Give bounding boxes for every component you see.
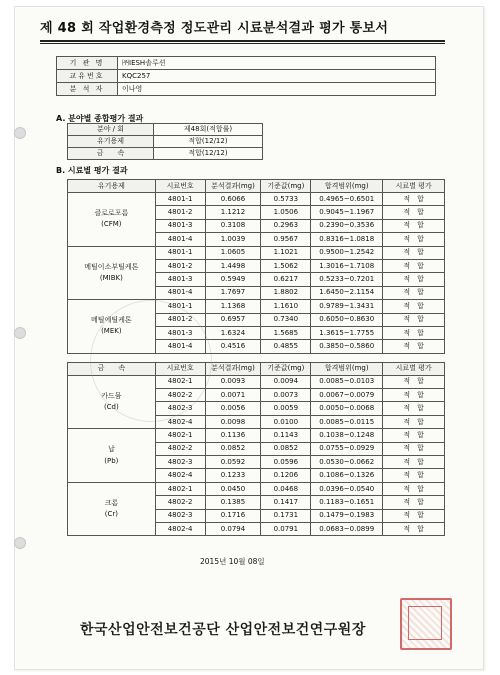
column-header: 합격범위(mg) — [311, 180, 383, 193]
analysis-result: 0.1385 — [205, 496, 261, 509]
sample-evaluation: 적 합 — [383, 193, 445, 206]
table-row — [68, 193, 445, 206]
substance-cell — [68, 429, 156, 483]
substance-name: 클로로포름 — [94, 209, 129, 218]
substance-abbr: (Cd) — [103, 402, 119, 411]
acceptance-range: 0.0683~0.0899 — [311, 522, 383, 535]
summary-row — [68, 148, 263, 160]
analysis-result: 0.6957 — [205, 313, 261, 326]
sample-number: 4801-2 — [155, 259, 205, 272]
acceptance-range: 0.0530~0.0662 — [311, 456, 383, 469]
sample-number: 4802-4 — [155, 469, 205, 482]
reference-value: 1.0506 — [261, 206, 311, 219]
substance-name: 크롬 — [104, 498, 119, 507]
substance-name: 메틸에틸케톤 — [91, 316, 132, 325]
reference-value: 0.1731 — [261, 509, 311, 522]
info-label: 기 관 명 — [57, 57, 118, 70]
substance-abbr: (CFM) — [101, 220, 122, 229]
column-header: 유기용제 — [68, 180, 156, 193]
info-value: 이나영 — [118, 83, 436, 96]
sample-evaluation: 적 합 — [383, 273, 445, 286]
table-row — [68, 246, 445, 259]
reference-value: 0.0852 — [261, 442, 311, 455]
sample-number: 4802-2 — [155, 496, 205, 509]
reference-value: 0.6217 — [261, 273, 311, 286]
sample-evaluation: 적 합 — [383, 340, 445, 353]
sample-evaluation: 적 합 — [383, 286, 445, 299]
binder-hole — [14, 327, 26, 339]
info-label: 교유번호 — [57, 70, 118, 83]
acceptance-range: 0.9789~1.3431 — [311, 300, 383, 313]
acceptance-range: 0.4965~0.6501 — [311, 193, 383, 206]
acceptance-range: 0.2390~0.3536 — [311, 219, 383, 232]
analysis-result: 0.1716 — [205, 509, 261, 522]
faded-stamp-mark — [90, 300, 212, 422]
analysis-result: 0.5949 — [205, 273, 261, 286]
column-header: 분석결과(mg) — [205, 362, 261, 375]
binder-hole — [14, 127, 26, 139]
sample-number: 4801-4 — [155, 286, 205, 299]
sample-evaluation: 적 합 — [383, 313, 445, 326]
document-title: 제 48 회 작업환경측정 정도관리 시료분석결과 평가 통보서 — [40, 21, 389, 36]
column-header: 분석결과(mg) — [205, 180, 261, 193]
info-label: 분 석 자 — [57, 83, 118, 96]
section-b-heading: B. 시료별 평가 결과 — [56, 166, 128, 175]
acceptance-range: 0.0396~0.0540 — [311, 482, 383, 495]
acceptance-range: 0.0085~0.0103 — [311, 375, 383, 388]
acceptance-range: 0.3850~0.5860 — [311, 340, 383, 353]
analysis-result: 0.3108 — [205, 219, 261, 232]
sample-evaluation: 적 합 — [383, 375, 445, 388]
sample-number: 4801-3 — [155, 326, 205, 339]
reference-value: 1.5062 — [261, 259, 311, 272]
analysis-result: 0.0794 — [205, 522, 261, 535]
sample-evaluation: 적 합 — [383, 442, 445, 455]
sample-evaluation: 적 합 — [383, 206, 445, 219]
analysis-result: 1.1368 — [205, 300, 261, 313]
sample-evaluation: 적 합 — [383, 456, 445, 469]
info-row — [57, 70, 436, 83]
sample-evaluation: 적 합 — [383, 522, 445, 535]
substance-cell — [68, 482, 156, 536]
column-header: 시료번호 — [155, 362, 205, 375]
analysis-result: 1.1212 — [205, 206, 261, 219]
sample-number: 4802-2 — [155, 442, 205, 455]
table-row — [68, 482, 445, 495]
institution-info-table — [56, 56, 436, 96]
sample-number: 4801-2 — [155, 206, 205, 219]
column-header: 금 속 — [68, 362, 156, 375]
reference-value: 0.1417 — [261, 496, 311, 509]
analysis-result: 1.0039 — [205, 233, 261, 246]
reference-value: 0.5733 — [261, 193, 311, 206]
reference-value: 1.1021 — [261, 246, 311, 259]
column-header: 기준값(mg) — [261, 180, 311, 193]
info-row — [57, 57, 436, 70]
reference-value: 0.0791 — [261, 522, 311, 535]
column-header: 합격범위(mg) — [311, 362, 383, 375]
acceptance-range: 0.9045~1.1967 — [311, 206, 383, 219]
analysis-result: 0.0071 — [205, 389, 261, 402]
sample-evaluation: 적 합 — [383, 326, 445, 339]
sample-evaluation: 적 합 — [383, 469, 445, 482]
acceptance-range: 0.0050~0.0068 — [311, 402, 383, 415]
reference-value: 0.0073 — [261, 389, 311, 402]
sample-evaluation: 적 합 — [383, 259, 445, 272]
summary-table — [67, 123, 263, 160]
substance-abbr: (MIBK) — [99, 273, 123, 282]
acceptance-range: 0.0755~0.0929 — [311, 442, 383, 455]
summary-row — [68, 124, 263, 136]
title-rule — [40, 40, 445, 42]
substance-abbr: (Cr) — [104, 510, 118, 519]
analysis-result: 0.0852 — [205, 442, 261, 455]
info-value: KQC257 — [118, 70, 436, 83]
analysis-result: 1.7697 — [205, 286, 261, 299]
sample-number: 4801-1 — [155, 300, 205, 313]
acceptance-range: 0.5233~0.7201 — [311, 273, 383, 286]
issuing-organization: 한국산업안전보건공단 산업안전보건연구원장 — [80, 622, 366, 638]
title-rule — [40, 43, 445, 44]
acceptance-range: 0.6050~0.8630 — [311, 313, 383, 326]
issue-date: 2015년 10월 08일 — [200, 557, 265, 566]
substance-cell — [68, 246, 156, 300]
reference-value: 1.1610 — [261, 300, 311, 313]
reference-value: 0.0468 — [261, 482, 311, 495]
reference-value: 0.1143 — [261, 429, 311, 442]
sample-evaluation: 적 합 — [383, 233, 445, 246]
summary-value: 제48회(적합률) — [154, 124, 263, 136]
substance-name: 메틸이소부틸케톤 — [84, 262, 139, 271]
analysis-result: 0.6066 — [205, 193, 261, 206]
analysis-result: 0.1136 — [205, 429, 261, 442]
sample-number: 4802-1 — [155, 375, 205, 388]
acceptance-range: 0.0067~0.0079 — [311, 389, 383, 402]
sample-number: 4802-3 — [155, 402, 205, 415]
acceptance-range: 0.1086~0.1326 — [311, 469, 383, 482]
acceptance-range: 0.1038~0.1248 — [311, 429, 383, 442]
sample-evaluation: 적 합 — [383, 402, 445, 415]
sample-number: 4802-4 — [155, 415, 205, 428]
sample-number: 4802-3 — [155, 509, 205, 522]
reference-value: 0.2963 — [261, 219, 311, 232]
sample-number: 4801-1 — [155, 246, 205, 259]
sample-evaluation: 적 합 — [383, 219, 445, 232]
acceptance-range: 1.3016~1.7108 — [311, 259, 383, 272]
sample-number: 4802-2 — [155, 389, 205, 402]
reference-value: 0.7340 — [261, 313, 311, 326]
table-header-row — [68, 180, 445, 193]
summary-value: 적합(12/12) — [154, 148, 263, 160]
substance-abbr: (Pb) — [104, 456, 119, 465]
reference-value: 1.8802 — [261, 286, 311, 299]
sample-number: 4801-1 — [155, 193, 205, 206]
sample-evaluation: 적 합 — [383, 389, 445, 402]
analysis-result: 0.0093 — [205, 375, 261, 388]
sample-evaluation: 적 합 — [383, 482, 445, 495]
section-a-heading: A. 분야별 종합평가 결과 — [56, 114, 144, 123]
analysis-result: 1.0605 — [205, 246, 261, 259]
reference-value: 0.1206 — [261, 469, 311, 482]
sample-number: 4801-4 — [155, 233, 205, 246]
analysis-result: 1.4498 — [205, 259, 261, 272]
column-header: 기준값(mg) — [261, 362, 311, 375]
summary-label: 금 속 — [68, 148, 154, 160]
table-row — [68, 429, 445, 442]
info-row — [57, 83, 436, 96]
acceptance-range: 0.0085~0.0115 — [311, 415, 383, 428]
summary-label: 분야 / 회 — [68, 124, 154, 136]
analysis-result: 1.6324 — [205, 326, 261, 339]
sample-evaluation: 적 합 — [383, 415, 445, 428]
sample-evaluation: 적 합 — [383, 496, 445, 509]
acceptance-range: 0.9500~1.2542 — [311, 246, 383, 259]
acceptance-range: 1.3615~1.7755 — [311, 326, 383, 339]
reference-value: 1.5685 — [261, 326, 311, 339]
analysis-result: 0.4516 — [205, 340, 261, 353]
sample-number: 4801-2 — [155, 313, 205, 326]
acceptance-range: 0.1183~0.1651 — [311, 496, 383, 509]
sample-number: 4801-3 — [155, 273, 205, 286]
reference-value: 0.9567 — [261, 233, 311, 246]
binder-hole — [14, 537, 26, 549]
sample-evaluation: 적 합 — [383, 509, 445, 522]
analysis-result: 0.0056 — [205, 402, 261, 415]
summary-label: 유기용제 — [68, 136, 154, 148]
column-header: 시료별 평가 — [383, 362, 445, 375]
acceptance-range: 1.6450~2.1154 — [311, 286, 383, 299]
info-value: ㈜IESH솔루션 — [118, 57, 436, 70]
summary-row — [68, 136, 263, 148]
sample-evaluation: 적 합 — [383, 429, 445, 442]
reference-value: 0.0596 — [261, 456, 311, 469]
analysis-result: 0.0098 — [205, 415, 261, 428]
sample-evaluation: 적 합 — [383, 246, 445, 259]
acceptance-range: 0.8316~1.0818 — [311, 233, 383, 246]
reference-value: 0.0059 — [261, 402, 311, 415]
column-header: 시료번호 — [155, 180, 205, 193]
sample-number: 4802-1 — [155, 429, 205, 442]
summary-value: 적합(12/12) — [154, 136, 263, 148]
sample-number: 4802-3 — [155, 456, 205, 469]
sample-number: 4801-3 — [155, 219, 205, 232]
substance-name: 납 — [107, 445, 115, 454]
analysis-result: 0.0450 — [205, 482, 261, 495]
sample-number: 4802-1 — [155, 482, 205, 495]
substance-abbr: (MEK) — [101, 327, 122, 336]
column-header: 시료별 평가 — [383, 180, 445, 193]
substance-cell — [68, 193, 156, 247]
official-seal — [400, 598, 452, 650]
sample-number: 4801-4 — [155, 340, 205, 353]
acceptance-range: 0.1479~0.1983 — [311, 509, 383, 522]
substance-name: 카드뮴 — [101, 391, 122, 400]
reference-value: 0.0094 — [261, 375, 311, 388]
reference-value: 0.4855 — [261, 340, 311, 353]
reference-value: 0.0100 — [261, 415, 311, 428]
analysis-result: 0.0592 — [205, 456, 261, 469]
sample-evaluation: 적 합 — [383, 300, 445, 313]
analysis-result: 0.1233 — [205, 469, 261, 482]
sample-number: 4802-4 — [155, 522, 205, 535]
